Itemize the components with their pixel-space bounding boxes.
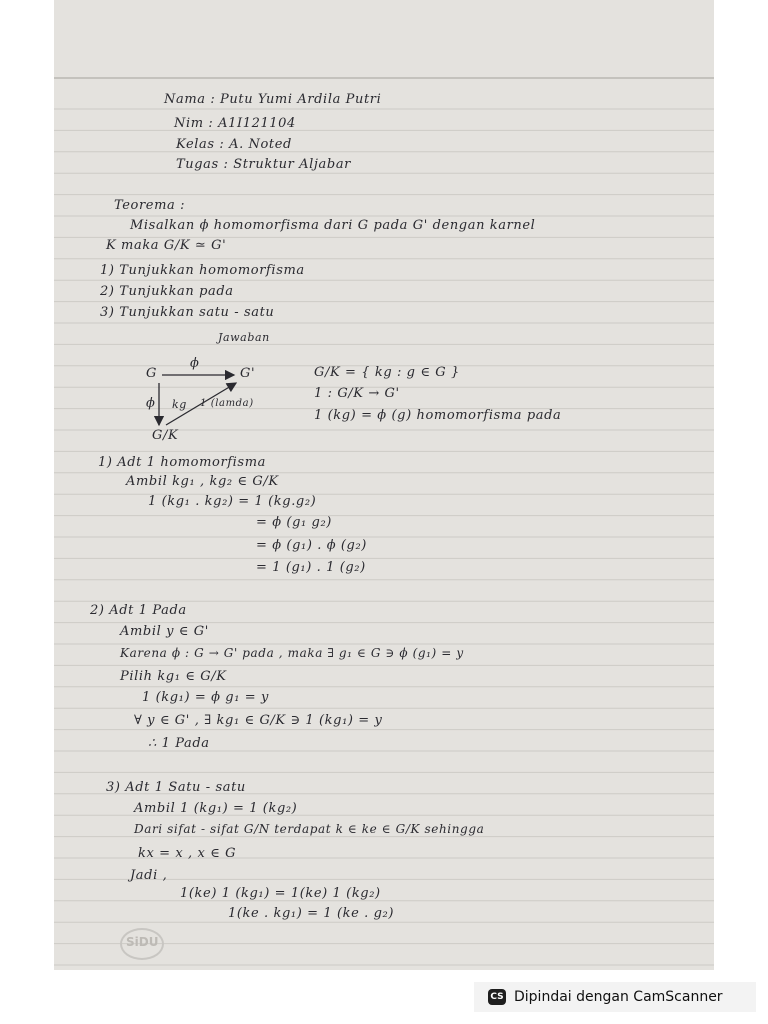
part3-line-4: Jadi , xyxy=(130,868,168,883)
theorem-heading: Teorema : xyxy=(114,198,186,213)
part3-title: 3) Adt 1 Satu - satu xyxy=(106,780,246,795)
stamp-text: SiDU xyxy=(126,935,159,949)
part1-line-1: Ambil kg₁ , kg₂ ∈ G/K xyxy=(126,474,279,489)
camscanner-label: Dipindai dengan CamScanner xyxy=(514,989,723,1005)
theorem-step-2: 2) Tunjukkan pada xyxy=(100,284,234,299)
part2-line-3: Pilih kg₁ ∈ G/K xyxy=(120,669,227,684)
part3-line-1: Ambil 1 (kg₁) = 1 (kg₂) xyxy=(134,801,298,816)
part3-line-5: 1(ke) 1 (kg₁) = 1(ke) 1 (kg₂) xyxy=(180,886,381,901)
theorem-line-1: Misalkan ϕ homomorfisma dari G pada G' dengan karnel xyxy=(130,218,536,233)
notebook-brand-stamp xyxy=(120,928,164,960)
header-kelas: Kelas : A. Noted xyxy=(176,137,292,152)
definition-line-2: 1 : G/K → G' xyxy=(314,386,400,401)
part3-line-6: 1(ke . kg₁) = 1 (ke . g₂) xyxy=(228,906,394,921)
diagram-label-lambda: 1 (lamda) xyxy=(200,398,254,409)
definition-line-3: 1 (kg) = ϕ (g) homomorfisma pada xyxy=(314,408,562,423)
header-name: Nama : Putu Yumi Ardila Putri xyxy=(164,92,382,107)
part2-line-5: ∀ y ∈ G' , ∃ kg₁ ∈ G/K ∋ 1 (kg₁) = y xyxy=(134,713,383,728)
part1-line-2: 1 (kg₁ . kg₂) = 1 (kg.g₂) xyxy=(148,494,317,509)
diagram-node-g: G xyxy=(146,366,157,381)
part2-title: 2) Adt 1 Pada xyxy=(90,603,187,618)
diagram-node-gk: G/K xyxy=(152,428,179,443)
part2-line-6: ∴ 1 Pada xyxy=(148,736,210,751)
diagram-label-phi-top: ϕ xyxy=(190,356,200,371)
header-tugas: Tugas : Struktur Aljabar xyxy=(176,157,351,172)
part1-line-5: = 1 (g₁) . 1 (g₂) xyxy=(256,560,366,575)
header-nim: Nim : A1I121104 xyxy=(174,116,296,131)
part3-line-3: kx = x , x ∈ G xyxy=(138,846,237,861)
diagram-node-gprime: G' xyxy=(240,366,256,381)
part1-title: 1) Adt 1 homomorfisma xyxy=(98,455,266,470)
theorem-step-1: 1) Tunjukkan homomorfisma xyxy=(100,263,305,278)
part2-line-1: Ambil y ∈ G' xyxy=(120,624,209,639)
theorem-line-2: K maka G/K ≃ G' xyxy=(106,238,227,253)
part2-line-4: 1 (kg₁) = ϕ g₁ = y xyxy=(142,690,269,705)
part1-line-4: = ϕ (g₁) . ϕ (g₂) xyxy=(256,538,367,553)
camscanner-badge xyxy=(474,982,756,1012)
theorem-step-3: 3) Tunjukkan satu - satu xyxy=(100,305,275,320)
diagram-label-phi-left: ϕ xyxy=(146,396,156,411)
part1-line-3: = ϕ (g₁ g₂) xyxy=(256,515,332,530)
part2-line-2: Karena ϕ : G → G' pada , maka ∃ g₁ ∈ G ∋ ϕ (g₁) = y xyxy=(120,646,464,660)
definition-line-1: G/K = { kg : g ∈ G } xyxy=(314,365,460,380)
answer-label: Jawaban xyxy=(218,331,270,344)
notebook-page xyxy=(54,0,714,970)
diagram-label-kg: kg xyxy=(172,398,187,411)
camscanner-logo-icon: CS xyxy=(488,989,506,1005)
part3-line-2: Dari sifat - sifat G/N terdapat k ∈ ke ∈ G/K sehingga xyxy=(134,822,485,836)
